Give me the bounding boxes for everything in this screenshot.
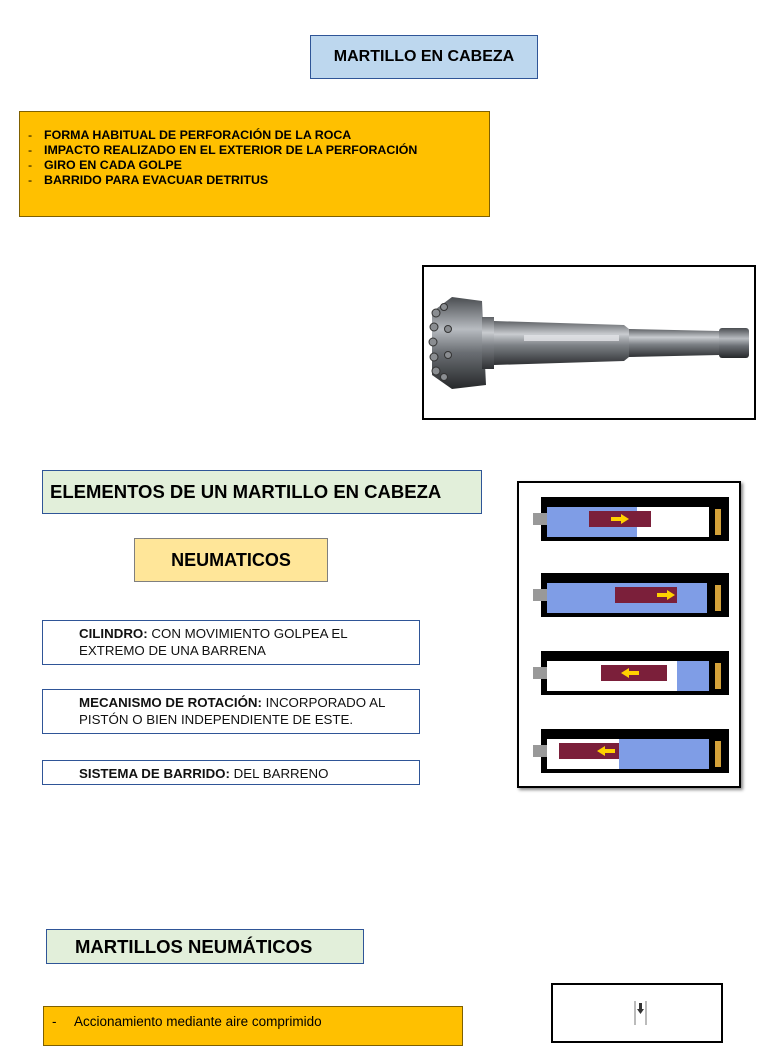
hammer-cycle-diagram [517,481,741,788]
element-item-rotacion [42,689,420,734]
feature-item: - GIRO EN CADA GOLPE [28,158,481,173]
element-item-barrido [42,760,420,785]
subtitle-text: NEUMATICOS [171,549,291,570]
pneumatic-feature-item: - Accionamiento mediante aire comprimido [52,1013,454,1030]
item-term: MECANISMO DE ROTACIÓN: [79,695,262,710]
page-title [310,35,538,79]
cycle-stage [533,573,729,617]
feature-item: - FORMA HABITUAL DE PERFORACIÓN DE LA ROCA [28,128,481,143]
item-text: INCORPORADO AL PISTÓN O BIEN INDEPENDIENTE DE ESTE. [79,695,385,727]
features-list [28,128,481,188]
item-term: SISTEMA DE BARRIDO: [79,766,230,781]
elements-title-text: ELEMENTOS DE UN MARTILLO EN CABEZA [50,481,442,502]
cycle-stage [533,729,729,773]
element-item-cilindro [42,620,420,665]
pneumatic-hammer-illustration [553,985,721,1041]
pneumatic-features-list [52,1013,454,1030]
cycle-stage [533,497,729,541]
pneumatic-hammer-image [551,983,723,1043]
drill-bit-image [422,265,756,420]
item-text: DEL BARRENO [229,766,329,781]
features-box [19,111,490,217]
drill-bit-illustration [424,267,754,418]
item-text: CON MOVIMIENTO GOLPEA EL EXTREMO DE UNA BARRENA [79,626,348,658]
subtitle-neumaticos [134,538,328,582]
feature-item: - IMPACTO REALIZADO EN EL EXTERIOR DE LA PERFORACIÓN [28,143,481,158]
feature-item: - BARRIDO PARA EVACUAR DETRITUS [28,173,481,188]
pneumatic-features-box [43,1006,463,1046]
pneumatic-section-title [46,929,364,964]
hammer-cycle-illustration [519,483,739,786]
elements-section-title [42,470,482,514]
pneumatic-title-text: MARTILLOS NEUMÁTICOS [75,935,313,957]
cycle-stage [533,651,729,695]
page-title-text: MARTILLO EN CABEZA [333,48,515,65]
item-term: CILINDRO: [79,626,148,641]
